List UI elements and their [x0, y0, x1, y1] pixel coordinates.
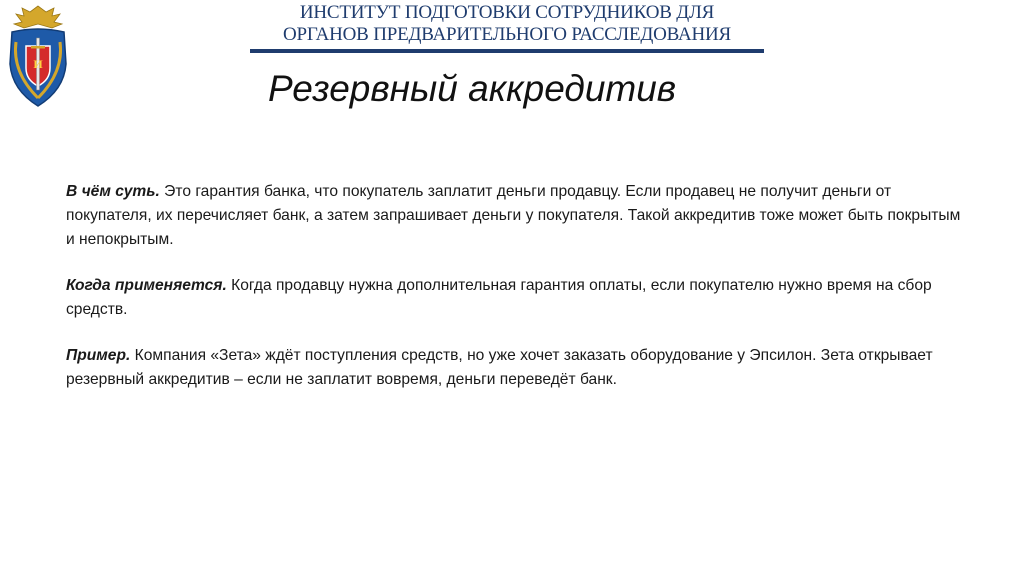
header-divider	[250, 49, 764, 53]
svg-text:И: И	[33, 57, 43, 71]
paragraph-text: Компания «Зета» ждёт поступления средств, но уже хочет заказать оборудование у Эпсилон. Зета открывает резервный аккредитив – если не заплатит вовремя, деньги переведёт банк.	[66, 347, 933, 388]
paragraph-when-used	[66, 274, 971, 322]
paragraph-text: Это гарантия банка, что покупатель заплатит деньги продавцу. Если продавец не получит деньги от покупателя, их перечисляет банк, а затем запрашивает деньги у покупателя. Такой аккредитив тоже может быть покрытым и непокрытым.	[66, 183, 961, 248]
header-line-2: ОРГАНОВ ПРЕДВАРИТЕЛЬНОГО РАССЛЕДОВАНИЯ	[283, 24, 731, 45]
paragraph-lead: Когда применяется.	[66, 277, 227, 294]
slide-title: Резервный аккредитив	[268, 68, 677, 109]
paragraph-text: Когда продавцу нужна дополнительная гарантия оплаты, если покупателю нужно время на сбор средств.	[66, 277, 932, 318]
header-line-1: ИНСТИТУТ ПОДГОТОВКИ СОТРУДНИКОВ ДЛЯ	[299, 2, 715, 23]
paragraph-lead: Пример.	[66, 347, 131, 364]
institute-header	[250, 2, 764, 46]
slide-body	[66, 180, 971, 414]
institute-emblem-icon	[2, 2, 74, 110]
paragraph-example	[66, 344, 971, 392]
paragraph-essence	[66, 180, 971, 252]
paragraph-lead: В чём суть.	[66, 183, 160, 200]
